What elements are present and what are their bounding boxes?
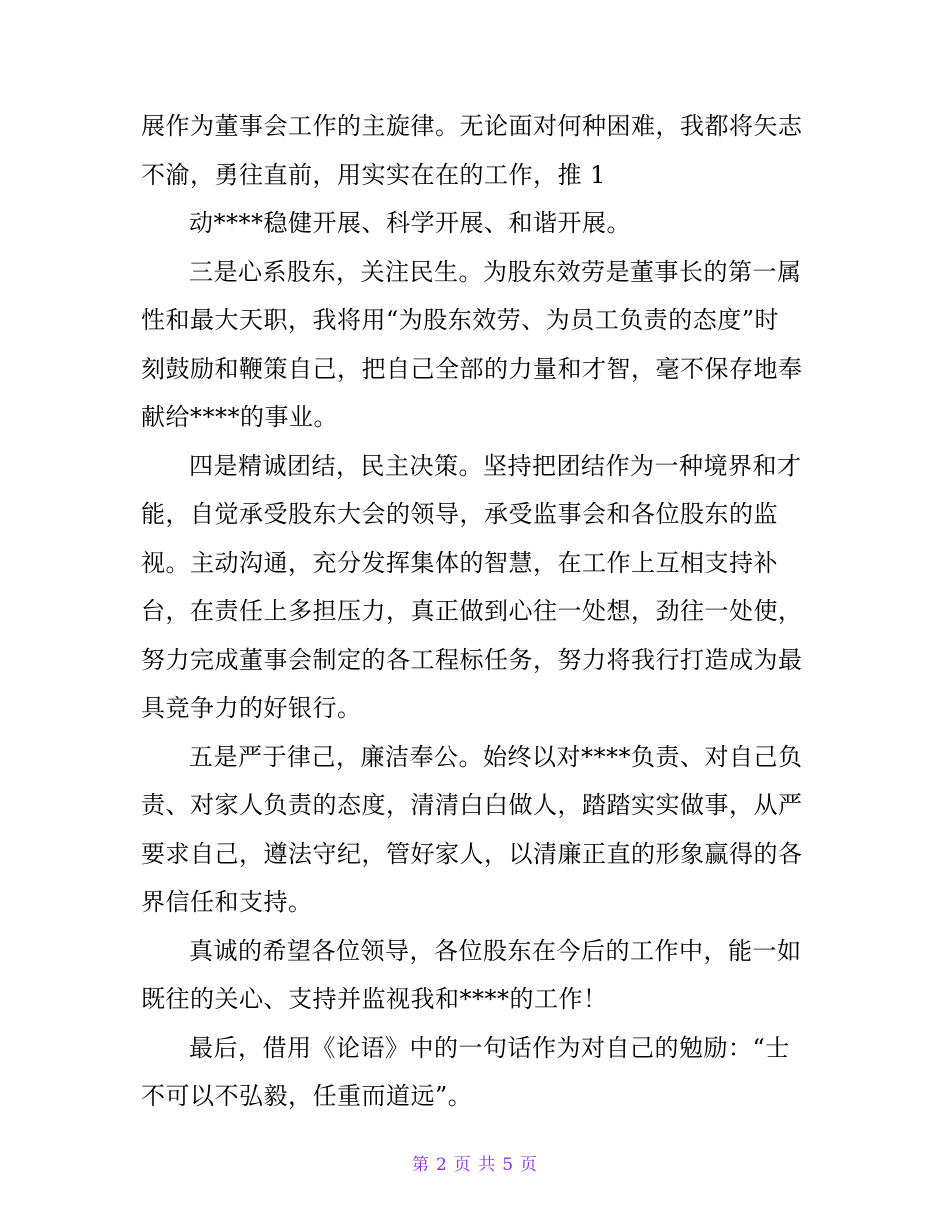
text-line-8: 四是精诚团结，民主决策。坚持把团结作为一种境界和才 xyxy=(189,451,802,480)
text-line-9: 能，自觉承受股东大会的领导，承受监事会和各位股东的监 xyxy=(141,500,778,528)
text-line-4: 三是心系股东，关注民生。为股东效劳是董事长的第一属 xyxy=(189,257,802,286)
text-line-11: 台，在责任上多担压力，真正做到心往一处想，劲往一处使， xyxy=(141,597,803,625)
text-line-20: 最后，借用《论语》中的一句话作为对自己的勉励：“士 xyxy=(189,1033,790,1062)
text-line-13: 具竞争力的好银行。 xyxy=(141,694,362,722)
footer-middle: 页 共 xyxy=(453,1155,497,1175)
text-line-15: 责、对家人负责的态度，清清白白做人，踏踏实实做事，从严 xyxy=(141,791,803,819)
text-line-12: 努力完成董事会制定的各工程标任务，努力将我行打造成为最 xyxy=(141,645,803,674)
text-line-5: 性和最大天职，我将用“为股东效劳、为员工负责的态度”时 xyxy=(141,306,780,334)
text-line-19: 既往的关心、支持并监视我和****的工作！ xyxy=(141,985,608,1013)
text-line-7: 献给****的事业。 xyxy=(141,403,338,431)
text-line-16: 要求自己，遵法守纪，管好家人，以清廉正直的形象赢得的各 xyxy=(141,839,803,868)
footer-total-pages: 5 xyxy=(502,1155,515,1175)
text-line-10: 视。主动沟通，充分发挥集体的智慧，在工作上互相支持补 xyxy=(141,548,778,577)
footer-current-page: 2 xyxy=(435,1155,448,1175)
text-line-3: 动****稳健开展、科学开展、和谐开展。 xyxy=(189,209,631,237)
text-line-21: 不可以不弘毅，任重而道远”。 xyxy=(141,1082,473,1110)
footer-suffix: 页 xyxy=(520,1155,539,1175)
text-line-18: 真诚的希望各位领导，各位股东在今后的工作中，能一如 xyxy=(189,936,802,965)
text-line-6: 刻鼓励和鞭策自己，把自己全部的力量和才智，毫不保存地奉 xyxy=(141,354,803,383)
page-footer xyxy=(0,1150,950,1175)
footer-prefix: 第 xyxy=(411,1155,430,1175)
text-line-14: 五是严于律己，廉洁奉公。始终以对****负责、对自己负 xyxy=(189,742,803,771)
document-body xyxy=(141,102,813,1121)
text-line-2: 不渝，勇往直前，用实实在在的工作，推 1 xyxy=(141,160,606,189)
text-line-1: 展作为董事会工作的主旋律。无论面对何种困难，我都将矢志 xyxy=(141,112,803,140)
text-line-17: 界信任和支持。 xyxy=(141,888,313,916)
